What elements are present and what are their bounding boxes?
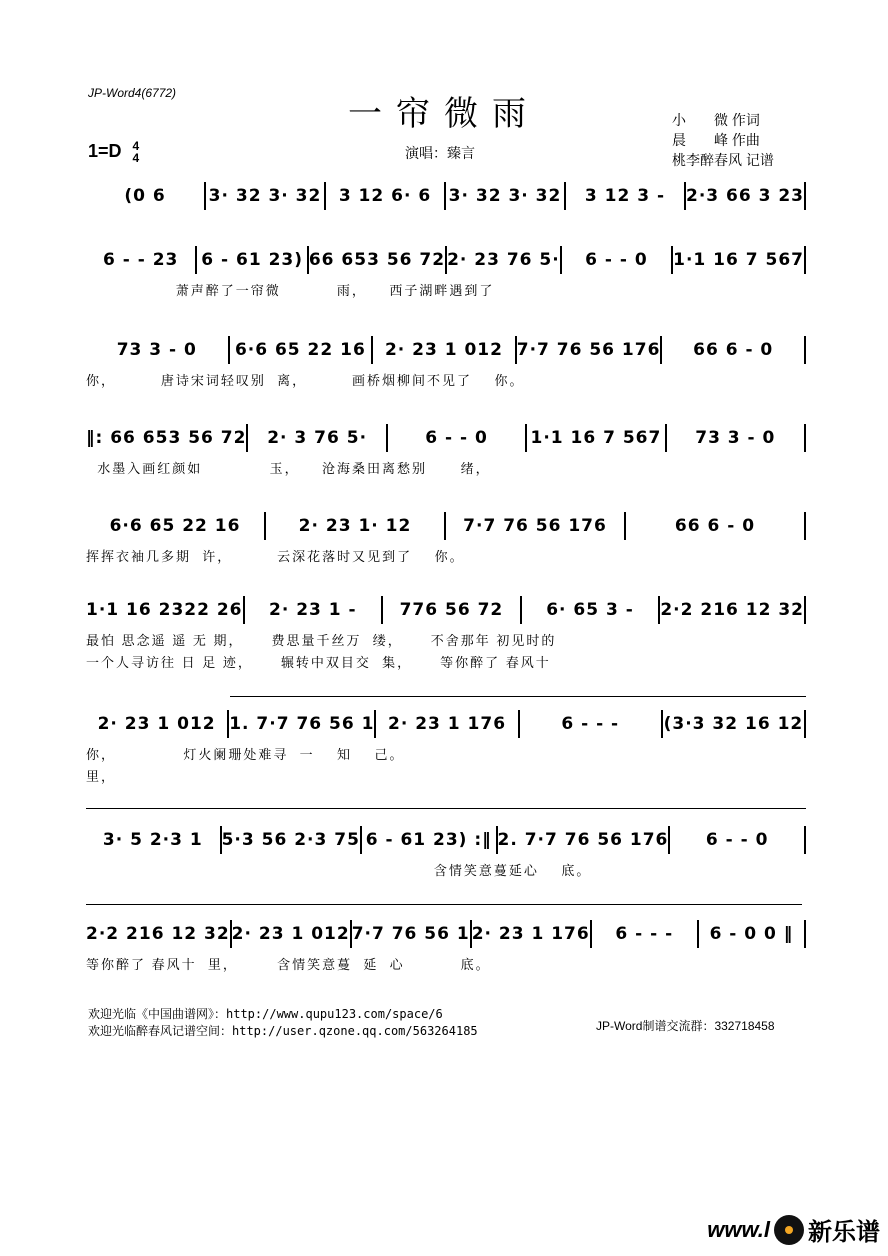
measure: 66 6 - 0	[693, 340, 774, 360]
measure: 2·2 216 12 32	[86, 924, 230, 944]
measure: 2· 23 1 012	[231, 924, 350, 944]
lyrics-line: 含情笑意蔓延心 底。	[86, 863, 592, 878]
measure: (3·3 32 16 12	[663, 714, 804, 734]
score-row	[86, 710, 806, 790]
measure: 2. 7·7 76 56 176	[497, 830, 669, 850]
bar-line	[804, 710, 806, 738]
measure: 6 - 61 23)	[201, 250, 303, 270]
watermark-brand: 新乐谱	[808, 1219, 880, 1246]
notes-line	[86, 596, 806, 624]
record-disc-icon	[774, 1215, 804, 1245]
time-signature	[133, 140, 140, 164]
footer-links	[88, 1006, 478, 1040]
bar-line	[804, 826, 806, 854]
notes-line	[86, 246, 806, 274]
measure: 6· 65 3 -	[546, 600, 634, 620]
measure: 776 56 72	[399, 600, 504, 620]
meter-bottom: 4	[132, 151, 140, 165]
measure: 3 12 3 -	[584, 186, 666, 206]
measure: 7·7 76 56 176	[516, 340, 661, 360]
key-signature	[88, 140, 139, 164]
measure: 73 3 - 0	[695, 428, 776, 448]
measure: 7·7 76 56 1	[351, 924, 470, 944]
measure: 3· 32 3· 32	[448, 186, 562, 206]
composer: 晨 峰 作曲	[672, 132, 760, 148]
measure: 2·3 66 3 23	[686, 186, 805, 206]
score-row	[86, 826, 806, 906]
measure: 7·7 76 56 176	[463, 516, 607, 536]
measure: 66 6 - 0	[674, 516, 756, 536]
notes-line	[86, 336, 806, 364]
measure: 6 - - 0	[425, 428, 488, 448]
notes-line	[86, 920, 806, 948]
credits	[672, 110, 802, 170]
measure: (0 6	[124, 186, 166, 206]
measure: 1. 7·7 76 56 1	[229, 714, 375, 734]
measure: 6·6 65 22 16	[234, 340, 366, 360]
score-row	[86, 512, 806, 592]
measure: 3· 5 2·3 1	[102, 830, 203, 850]
lyrics-line: 最怕 思念遥 遥 无 期， 费思量千丝万 缕， 不舍那年 初见时的	[86, 633, 557, 648]
bar-line	[804, 512, 806, 540]
meter-top: 4	[132, 139, 140, 153]
measure: 2· 3 76 5·	[267, 428, 368, 448]
measure: 2· 23 1· 12	[298, 516, 412, 536]
key-label: 1=D	[88, 140, 122, 161]
lyrics-line: 你， 唐诗宋词轻叹别 离， 画桥烟柳间不见了 你。	[86, 373, 525, 388]
bar-line	[804, 596, 806, 624]
measure: 2· 23 1 012	[97, 714, 216, 734]
measure: 2· 23 76 5·	[447, 250, 560, 270]
volta-line	[230, 696, 806, 697]
measure: 2· 23 1 012	[384, 340, 503, 360]
measure: 6 - - 0	[705, 830, 769, 850]
measure: 73 3 - 0	[116, 340, 197, 360]
lyrics-line-2: 一个人寻访往 日 足 迹， 辗转中双目交 集， 等你醉了 春风十	[86, 655, 551, 670]
notes-line	[86, 182, 806, 210]
notes-line	[86, 826, 806, 854]
measure: 1·1 16 2322 26	[86, 600, 243, 620]
group-info: JP-Word制谱交流群：332718458	[596, 1019, 775, 1033]
notes-line	[86, 710, 806, 738]
measure: 3· 32 3· 32	[208, 186, 322, 206]
software-version: JP-Word4(6772)	[88, 86, 177, 100]
score-row	[86, 920, 806, 1000]
lyrics-line: 水墨入画红颜如 玉， 沧海桑田离愁别 绪，	[86, 461, 491, 476]
measure: 2·2 216 12 32	[660, 600, 804, 620]
lyricist: 小 微 作词	[672, 112, 760, 128]
bar-line	[804, 182, 806, 210]
measure: 2· 23 1 -	[269, 600, 357, 620]
footer-line-1: 欢迎光临《中国曲谱网》：http://www.qupu123.com/space/6	[88, 1007, 443, 1021]
measure: 1·1 16 7 567	[673, 250, 804, 270]
bar-line	[804, 424, 806, 452]
measure: 6 - - 23	[103, 250, 179, 270]
score-row	[86, 596, 806, 676]
measure: 6·6 65 22 16	[109, 516, 241, 536]
measure: 66 653 56 72	[308, 250, 446, 270]
measure: 6 - - 0	[585, 250, 648, 270]
measure: 3 12 6· 6	[338, 186, 432, 206]
score-row	[86, 246, 806, 326]
bar-line	[804, 920, 806, 948]
watermark-prefix: www.l	[707, 1216, 770, 1242]
lyrics-line-2: 里，	[86, 769, 117, 784]
transcriber: 桃李醉春风 记谱	[672, 152, 774, 168]
measure: 6 - - -	[615, 924, 674, 944]
measure: 5·3 56 2·3 75	[221, 830, 360, 850]
notes-line	[86, 512, 806, 540]
measure: 6 - 61 23) :‖	[365, 830, 492, 850]
notes-line	[86, 424, 806, 452]
footer-line-2: 欢迎光临醉春风记谱空间：http://user.qzone.qq.com/563264185	[88, 1024, 478, 1038]
measure: 2· 23 1 176	[471, 924, 590, 944]
watermark	[707, 1212, 880, 1247]
volta-line	[86, 904, 802, 905]
song-title: 一帘微雨	[348, 94, 540, 134]
lyrics-line: 萧声醉了一帘微 雨， 西子湖畔遇到了	[86, 283, 495, 298]
measure: 6 - 0 0 ‖	[709, 924, 794, 944]
score-row	[86, 424, 806, 504]
singer: 演唱：臻言	[405, 145, 475, 161]
lyrics-line: 等你醉了 春风十 里， 含情笑意蔓 延 心 底。	[86, 957, 491, 972]
bar-line	[804, 246, 806, 274]
measure: 6 - - -	[561, 714, 620, 734]
score-row	[86, 336, 806, 416]
bar-line	[804, 336, 806, 364]
measure: ‖: 66 653 56 72	[86, 428, 247, 448]
lyrics-line: 挥挥衣袖几多期 许， 云深花落时又见到了 你。	[86, 549, 465, 564]
lyrics-line: 你， 灯火阑珊处难寻 一 知 己。	[86, 747, 405, 762]
measure: 1·1 16 7 567	[530, 428, 662, 448]
volta-line	[516, 808, 806, 809]
measure: 2· 23 1 176	[388, 714, 507, 734]
